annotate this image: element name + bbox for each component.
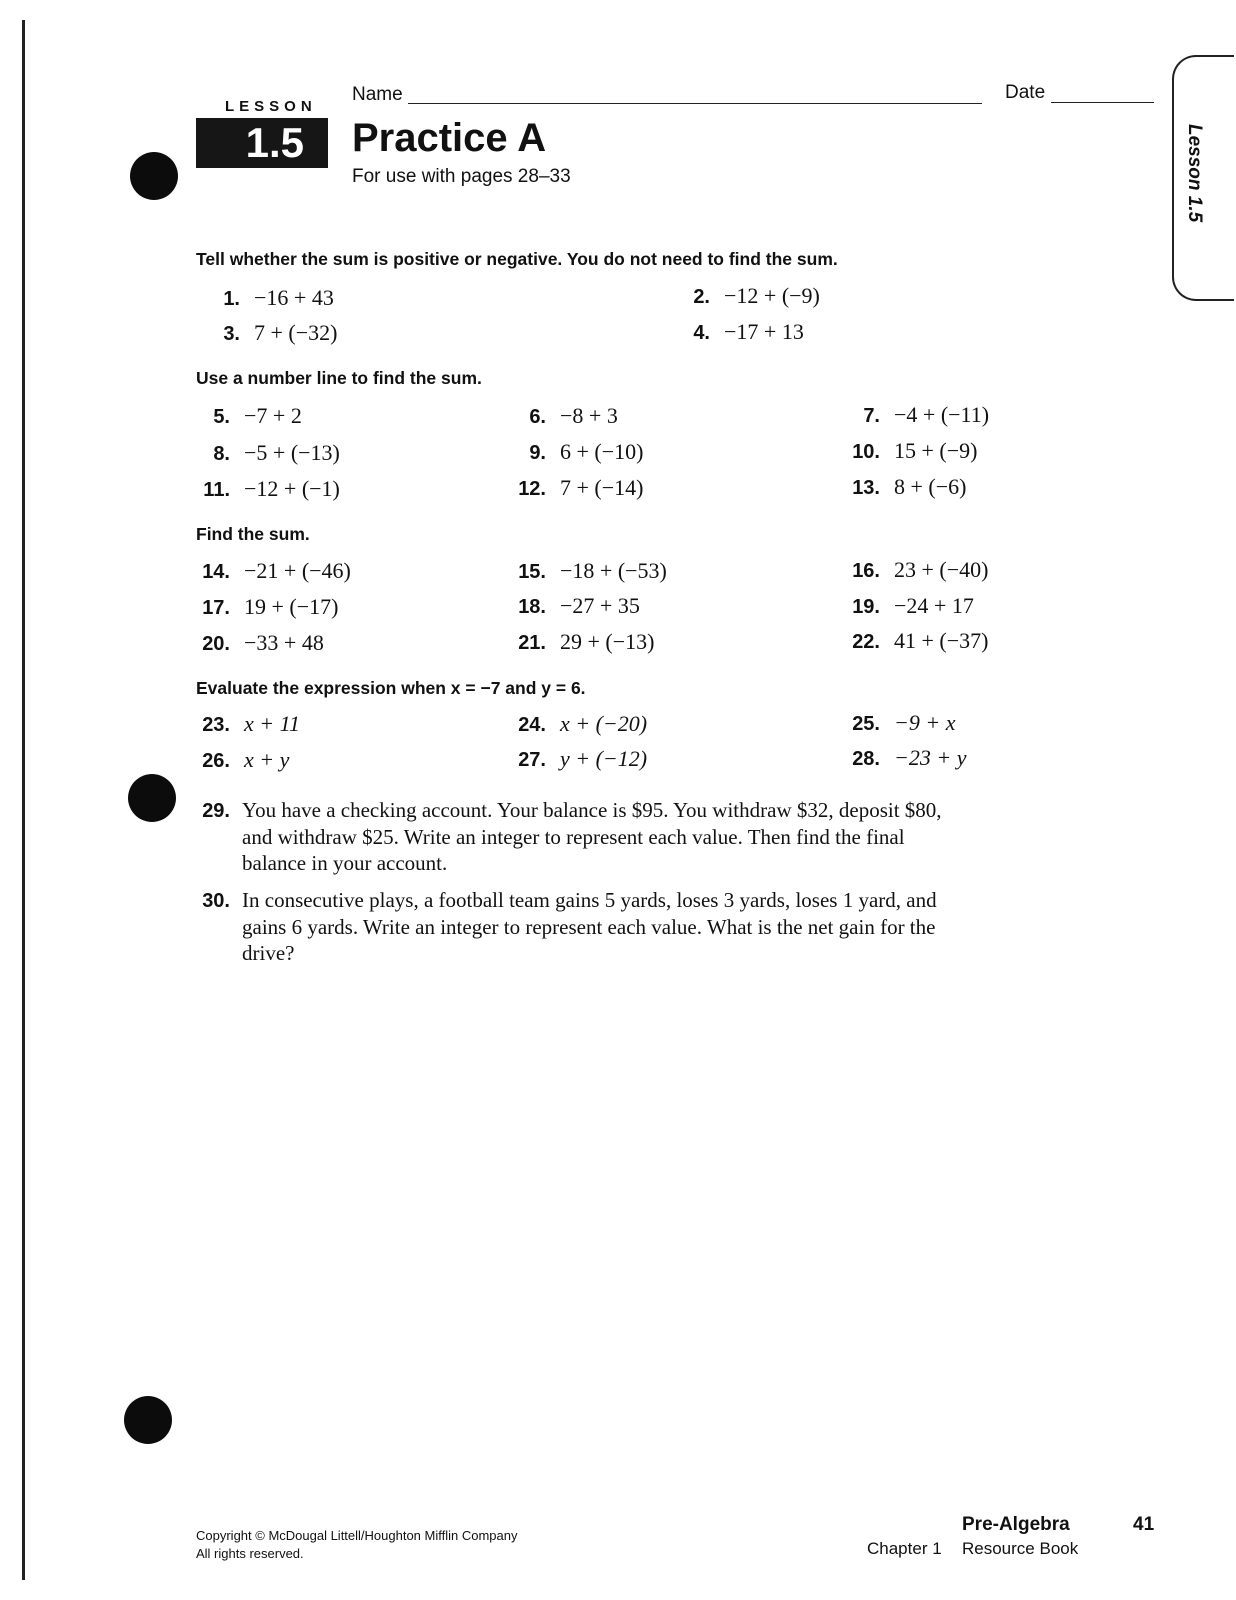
problem-number: 13. — [852, 477, 880, 499]
problem-number: 15. — [518, 561, 546, 583]
problem-item — [196, 440, 340, 466]
problem-expression: 23 + (−40) — [894, 557, 989, 582]
lesson-label: LESSON — [225, 98, 317, 115]
problem-expression: 6 + (−10) — [560, 439, 644, 464]
date-label: Date — [1005, 82, 1046, 103]
problem-number: 25. — [852, 713, 880, 735]
problem-item — [512, 439, 643, 465]
problem-item — [846, 745, 966, 771]
problem-number: 23. — [202, 714, 230, 736]
problem-item — [846, 593, 974, 619]
problem-expression: 7 + (−32) — [254, 320, 338, 345]
problem-item — [512, 558, 667, 584]
problem-number: 26. — [202, 750, 230, 772]
problem-item — [512, 403, 618, 429]
problem-number: 30. — [202, 890, 230, 912]
problem-number: 4. — [693, 322, 710, 344]
word-problem — [196, 887, 956, 967]
section-directions: Tell whether the sum is positive or negative. You do not need to find the sum. — [196, 249, 838, 269]
punch-hole-middle — [128, 774, 176, 822]
problem-number: 20. — [202, 633, 230, 655]
problem-item — [196, 594, 338, 620]
problem-number: 6. — [529, 406, 546, 428]
problem-expression: 7 + (−14) — [560, 475, 644, 500]
copyright-line: Copyright © McDougal Littell/Houghton Mifflin Company — [196, 1528, 518, 1543]
problem-item — [846, 710, 955, 736]
problem-expression: −27 + 35 — [560, 593, 640, 618]
problem-item — [206, 285, 334, 311]
problem-expression: −17 + 13 — [724, 319, 804, 344]
problem-number: 1. — [223, 288, 240, 310]
problem-number: 19. — [852, 596, 880, 618]
problem-number: 2. — [693, 286, 710, 308]
side-tab-label: Lesson 1.5 — [1184, 124, 1205, 223]
page-subtitle: For use with pages 28–33 — [352, 166, 571, 187]
problem-item — [846, 438, 977, 464]
chapter-label: Chapter 1 — [867, 1539, 942, 1558]
problem-item — [196, 711, 300, 737]
name-field[interactable] — [408, 103, 982, 104]
problem-number: 28. — [852, 748, 880, 770]
problem-expression: 19 + (−17) — [244, 594, 339, 619]
problem-expression: 15 + (−9) — [894, 438, 978, 463]
page-title: Practice A — [352, 116, 547, 160]
problem-expression: −9 + x — [894, 710, 956, 735]
section-directions: Evaluate the expression when x = −7 and y = 6. — [196, 678, 586, 698]
punch-hole-bottom — [124, 1396, 172, 1444]
problem-expression: −16 + 43 — [254, 285, 334, 310]
problem-number: 7. — [863, 405, 880, 427]
problem-number: 18. — [518, 596, 546, 618]
book-subtitle: Resource Book — [962, 1539, 1079, 1558]
problem-number: 11. — [203, 479, 230, 501]
problem-number: 27. — [518, 749, 546, 771]
problem-expression: −18 + (−53) — [560, 558, 667, 583]
problem-item — [196, 558, 351, 584]
problem-expression: x + (−20) — [560, 711, 648, 736]
problem-item — [512, 593, 640, 619]
problem-expression: −24 + 17 — [894, 593, 974, 618]
problem-expression: x + y — [244, 747, 290, 772]
section-directions: Find the sum. — [196, 524, 310, 544]
problem-expression: y + (−12) — [560, 746, 648, 771]
problem-number: 16. — [852, 560, 880, 582]
binder-edge — [22, 20, 25, 1580]
problem-expression: −33 + 48 — [244, 630, 324, 655]
problem-expression: 41 + (−37) — [894, 628, 989, 653]
date-field[interactable] — [1051, 102, 1154, 103]
problem-number: 8. — [213, 443, 230, 465]
problem-expression: −12 + (−9) — [724, 283, 820, 308]
problem-item — [512, 475, 643, 501]
problem-item — [512, 629, 654, 655]
section-directions: Use a number line to find the sum. — [196, 368, 482, 388]
problem-item — [846, 628, 988, 654]
problem-number: 22. — [852, 631, 880, 653]
problem-item — [206, 320, 337, 346]
problem-item — [846, 402, 989, 428]
problem-item — [512, 746, 647, 772]
problem-item — [676, 283, 820, 309]
problem-number: 10. — [852, 441, 880, 463]
name-label: Name — [352, 84, 403, 105]
problem-number: 12. — [518, 478, 546, 500]
problem-expression: −7 + 2 — [244, 403, 302, 428]
problem-item — [196, 476, 340, 502]
page-number: 41 — [1133, 1514, 1155, 1535]
problem-expression: x + 11 — [244, 711, 300, 736]
problem-item — [196, 630, 324, 656]
problem-expression: −21 + (−46) — [244, 558, 351, 583]
copyright-notice — [196, 1527, 518, 1563]
problem-item — [196, 403, 302, 429]
problem-item — [512, 711, 647, 737]
word-problem — [196, 797, 956, 877]
problem-number: 14. — [202, 561, 230, 583]
lesson-number-badge: 1.5 — [196, 118, 328, 168]
problem-expression: −5 + (−13) — [244, 440, 340, 465]
problem-number: 21. — [518, 632, 546, 654]
problem-number: 9. — [529, 442, 546, 464]
problem-item — [846, 557, 988, 583]
problem-number: 3. — [223, 323, 240, 345]
problem-number: 5. — [213, 406, 230, 428]
problem-item — [846, 474, 966, 500]
problem-number: 24. — [518, 714, 546, 736]
problem-expression: −23 + y — [894, 745, 967, 770]
problem-text: In consecutive plays, a football team gains 5 yards, loses 3 yards, loses 1 yard, and gains 6 yards. Write an integer to represent each value. What is the net gain for the drive? — [242, 888, 937, 965]
problem-text: You have a checking account. Your balance is $95. You withdraw $32, deposit $80, and withdraw $25. Write an integer to represent each value. Then find the final balance in your account. — [242, 798, 942, 875]
problem-number: 29. — [202, 800, 230, 822]
problem-expression: −8 + 3 — [560, 403, 618, 428]
rights-line: All rights reserved. — [196, 1546, 304, 1561]
problem-number: 17. — [202, 597, 230, 619]
problem-expression: −12 + (−1) — [244, 476, 340, 501]
problem-item — [196, 747, 289, 773]
book-title: Pre-Algebra — [962, 1514, 1070, 1535]
problem-expression: −4 + (−11) — [894, 402, 990, 427]
problem-expression: 8 + (−6) — [894, 474, 967, 499]
punch-hole-top — [130, 152, 178, 200]
problem-expression: 29 + (−13) — [560, 629, 655, 654]
problem-item — [676, 319, 804, 345]
